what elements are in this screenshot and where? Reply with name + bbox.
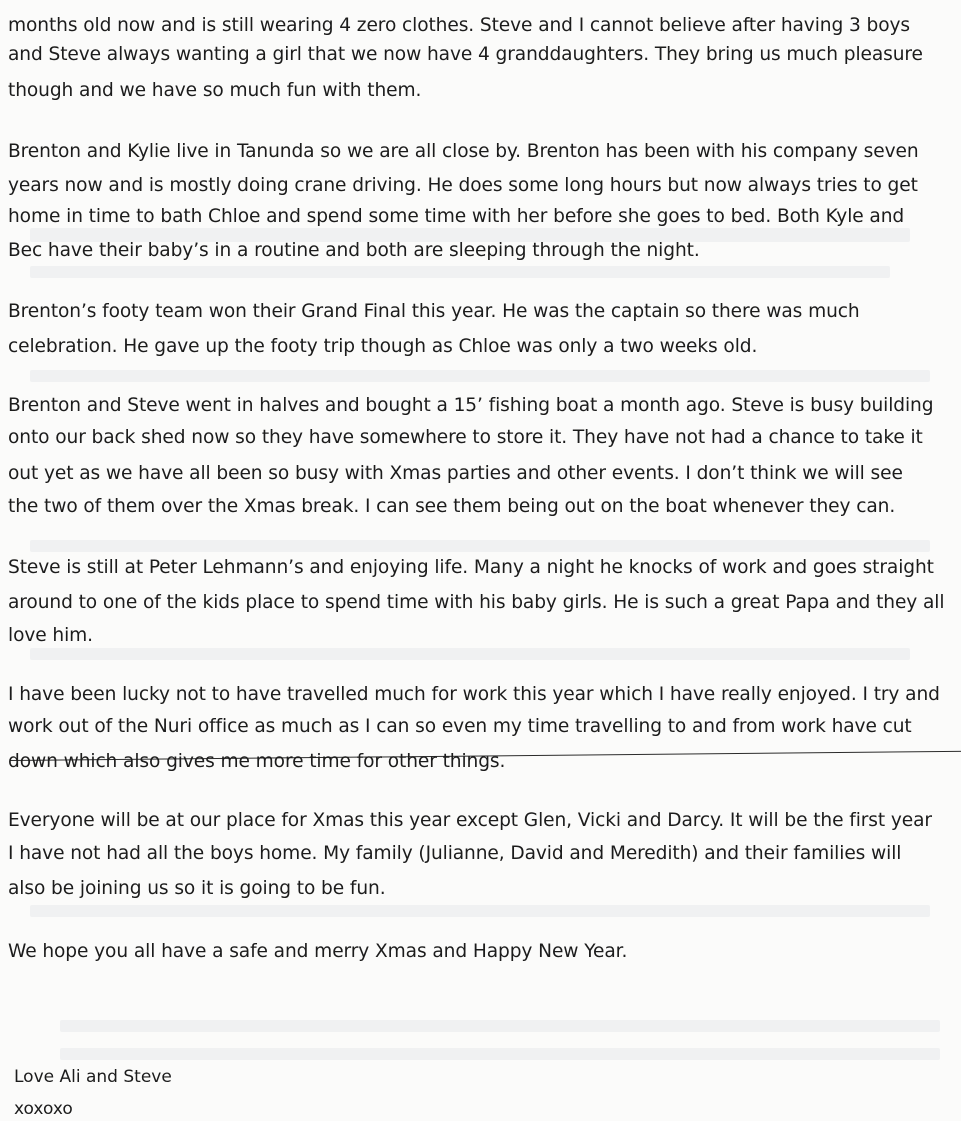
paragraph-2-line-1: Brenton and Kylie live in Tanunda so we are all close by. Brenton has been with his company seven [8, 141, 919, 162]
paragraph-1-line-1: months old now and is still wearing 4 zero clothes. Steve and I cannot believe after having 3 boys [8, 15, 910, 36]
bleed-through-4 [30, 540, 930, 552]
paragraph-5-line-2: around to one of the kids place to spend time with his baby girls. He is such a great Papa and they all [8, 592, 945, 613]
paragraph-1-line-2: and Steve always wanting a girl that we now have 4 granddaughters. They bring us much pleasure [8, 44, 923, 65]
bleed-through-3 [30, 370, 930, 382]
paragraph-6-line-1: I have been lucky not to have travelled much for work this year which I have really enjoyed. I try and [8, 684, 940, 705]
paragraph-4-line-3: out yet as we have all been so busy with Xmas parties and other events. I don’t think we will see [8, 463, 903, 484]
paragraph-5-line-3: love him. [8, 625, 93, 646]
closing-kisses: xoxoxo [14, 1099, 73, 1119]
bleed-through-2 [30, 266, 890, 278]
paragraph-4-line-4: the two of them over the Xmas break. I can see them being out on the boat whenever they can. [8, 496, 896, 517]
paragraph-7-line-1: Everyone will be at our place for Xmas this year except Glen, Vicki and Darcy. It will be the first year [8, 810, 932, 831]
bleed-through-6 [30, 905, 930, 917]
bleed-through-7 [60, 1020, 940, 1032]
paragraph-2-line-4: Bec have their baby’s in a routine and both are sleeping through the night. [8, 240, 700, 261]
paragraph-6-line-2: work out of the Nuri office as much as I can so even my time travelling to and from work have cut [8, 716, 912, 737]
paragraph-8-line-1: We hope you all have a safe and merry Xmas and Happy New Year. [8, 941, 628, 962]
paragraph-7-line-2: I have not had all the boys home. My family (Julianne, David and Meredith) and their families will [8, 843, 902, 864]
bleed-through-8 [60, 1048, 940, 1060]
paragraph-1-line-3: though and we have so much fun with them. [8, 80, 422, 101]
paragraph-5-line-1: Steve is still at Peter Lehmann’s and enjoying life. Many a night he knocks of work and goes straight [8, 557, 934, 578]
paragraph-4-line-2: onto our back shed now so they have somewhere to store it. They have not had a chance to take it [8, 427, 923, 448]
paragraph-2-line-2: years now and is mostly doing crane driving. He does some long hours but now always tries to get [8, 175, 918, 196]
paragraph-2-line-3: home in time to bath Chloe and spend some time with her before she goes to bed. Both Kyle and [8, 206, 905, 227]
paragraph-6-line-3: down which also gives me more time for other things. [8, 751, 506, 772]
paragraph-3-line-1: Brenton’s footy team won their Grand Final this year. He was the captain so there was much [8, 301, 860, 322]
paragraph-7-line-3: also be joining us so it is going to be fun. [8, 878, 386, 899]
bleed-through-5 [30, 648, 910, 660]
paragraph-3-line-2: celebration. He gave up the footy trip though as Chloe was only a two weeks old. [8, 336, 758, 357]
closing-signature: Love Ali and Steve [14, 1067, 172, 1087]
paragraph-4-line-1: Brenton and Steve went in halves and bought a 15’ fishing boat a month ago. Steve is busy building [8, 395, 934, 416]
